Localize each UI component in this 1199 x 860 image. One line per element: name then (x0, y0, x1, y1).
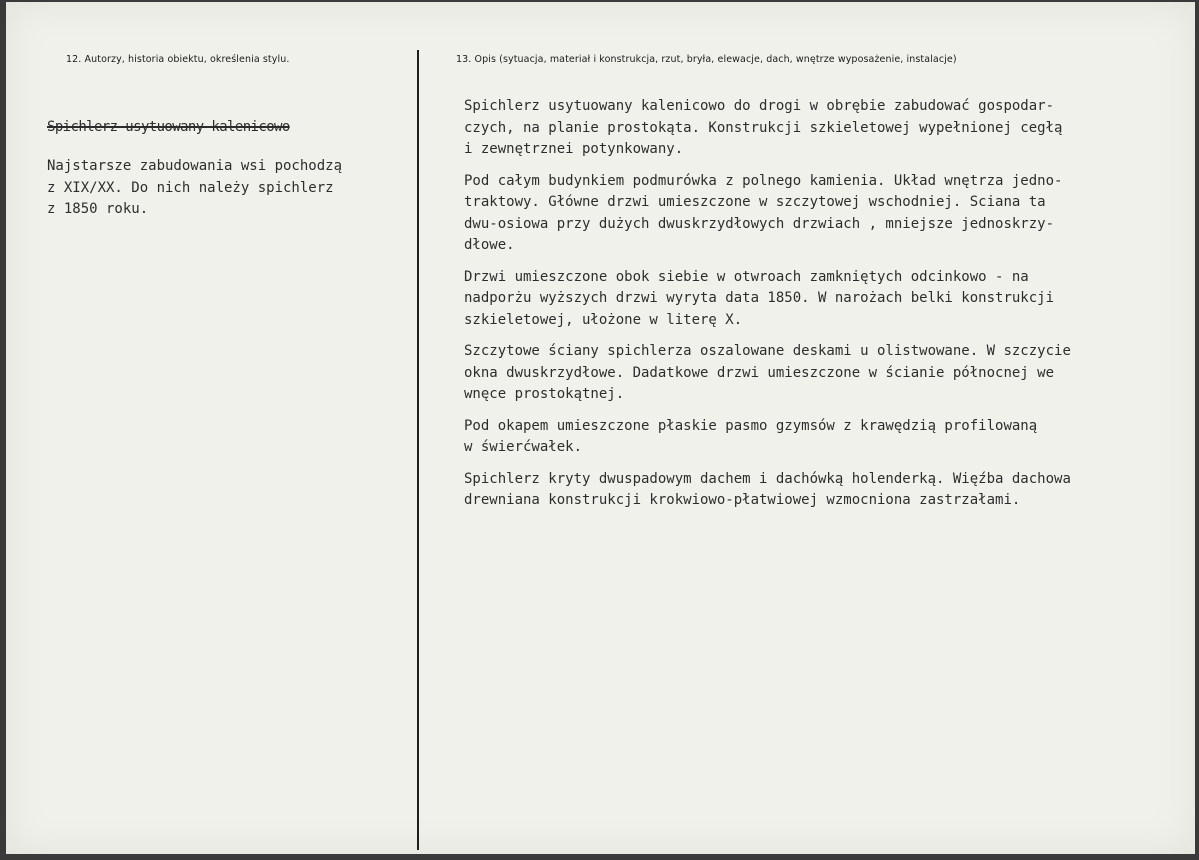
description-line: nadporżu wyższych drzwi wyryta data 1850. W narożach belki konstrukcji (464, 290, 1055, 306)
description-paragraph (464, 469, 1071, 512)
description-line: dłowe. (464, 237, 515, 253)
history-note (47, 156, 342, 221)
description-line: czych, na planie prostokąta. Konstrukcji szkieletowej wypełnionej cegłą (464, 119, 1063, 136)
description-line: traktowy. Główne drzwi umieszczone w szczytowej wschodniej. Sciana ta (464, 194, 1046, 210)
description-line: w świerćwałek. (464, 439, 583, 455)
description-line: i zewnętrznei potynkowany. (464, 141, 684, 157)
struck-out-text: Spichlerz usytuowany kalenicowo (47, 119, 290, 135)
description-paragraph (464, 341, 1071, 406)
history-line: Najstarsze zabudowania wsi pochodzą (47, 158, 343, 174)
column-divider (417, 50, 419, 850)
description-line: Pod całym budynkiem podmurówka z polnego kamienia. Układ wnętrza jedno- (464, 172, 1063, 189)
description-paragraph (464, 416, 1071, 459)
description-line: Szczytowe ściany spichlerza oszalowane deskami u olistwowane. W szczycie (464, 343, 1071, 359)
history-line: z XIX/XX. Do nich należy spichlerz (47, 179, 334, 196)
description-line: wnęce prostokątnej. (464, 386, 625, 402)
document-sheet (6, 2, 1195, 854)
description-column (464, 96, 1071, 522)
description-line: szkieletowej, ułożone w literę X. (464, 311, 743, 328)
description-line: okna dwuskrzydłowe. Dadatkowe drzwi umieszczone w ścianie północnej we (464, 364, 1055, 381)
history-line: z 1850 roku. (47, 201, 149, 217)
section-13-header: 13. Opis (sytuacja, materiał i konstrukcja, rzut, bryła, elewacje, dach, wnętrze wyposażenie, instalacje) (456, 54, 957, 65)
description-line: Pod okapem umieszczone płaskie pasmo gzymsów z krawędzią profilowaną (464, 417, 1038, 434)
description-line: drewniana konstrukcji krokwiowo-płatwiowej wzmocniona zastrzałami. (464, 492, 1021, 508)
description-line: dwu-osiowa przy dużych dwuskrzydłowych drzwiach , mniejsze jednoskrzy- (464, 215, 1055, 232)
description-line: Spichlerz kryty dwuspadowym dachem i dachówką holenderką. Więźba dachowa (464, 470, 1071, 487)
description-paragraph (464, 267, 1071, 332)
section-12-header: 12. Autorzy, historia obiektu, określenia stylu. (66, 54, 290, 65)
description-paragraph (464, 96, 1071, 161)
description-line: Spichlerz usytuowany kalenicowo do drogi w obrębie zabudować gospodar- (464, 98, 1055, 114)
description-paragraph (464, 171, 1071, 257)
description-line: Drzwi umieszczone obok siebie w otwroach zamkniętych odcinkowo - na (464, 268, 1029, 285)
